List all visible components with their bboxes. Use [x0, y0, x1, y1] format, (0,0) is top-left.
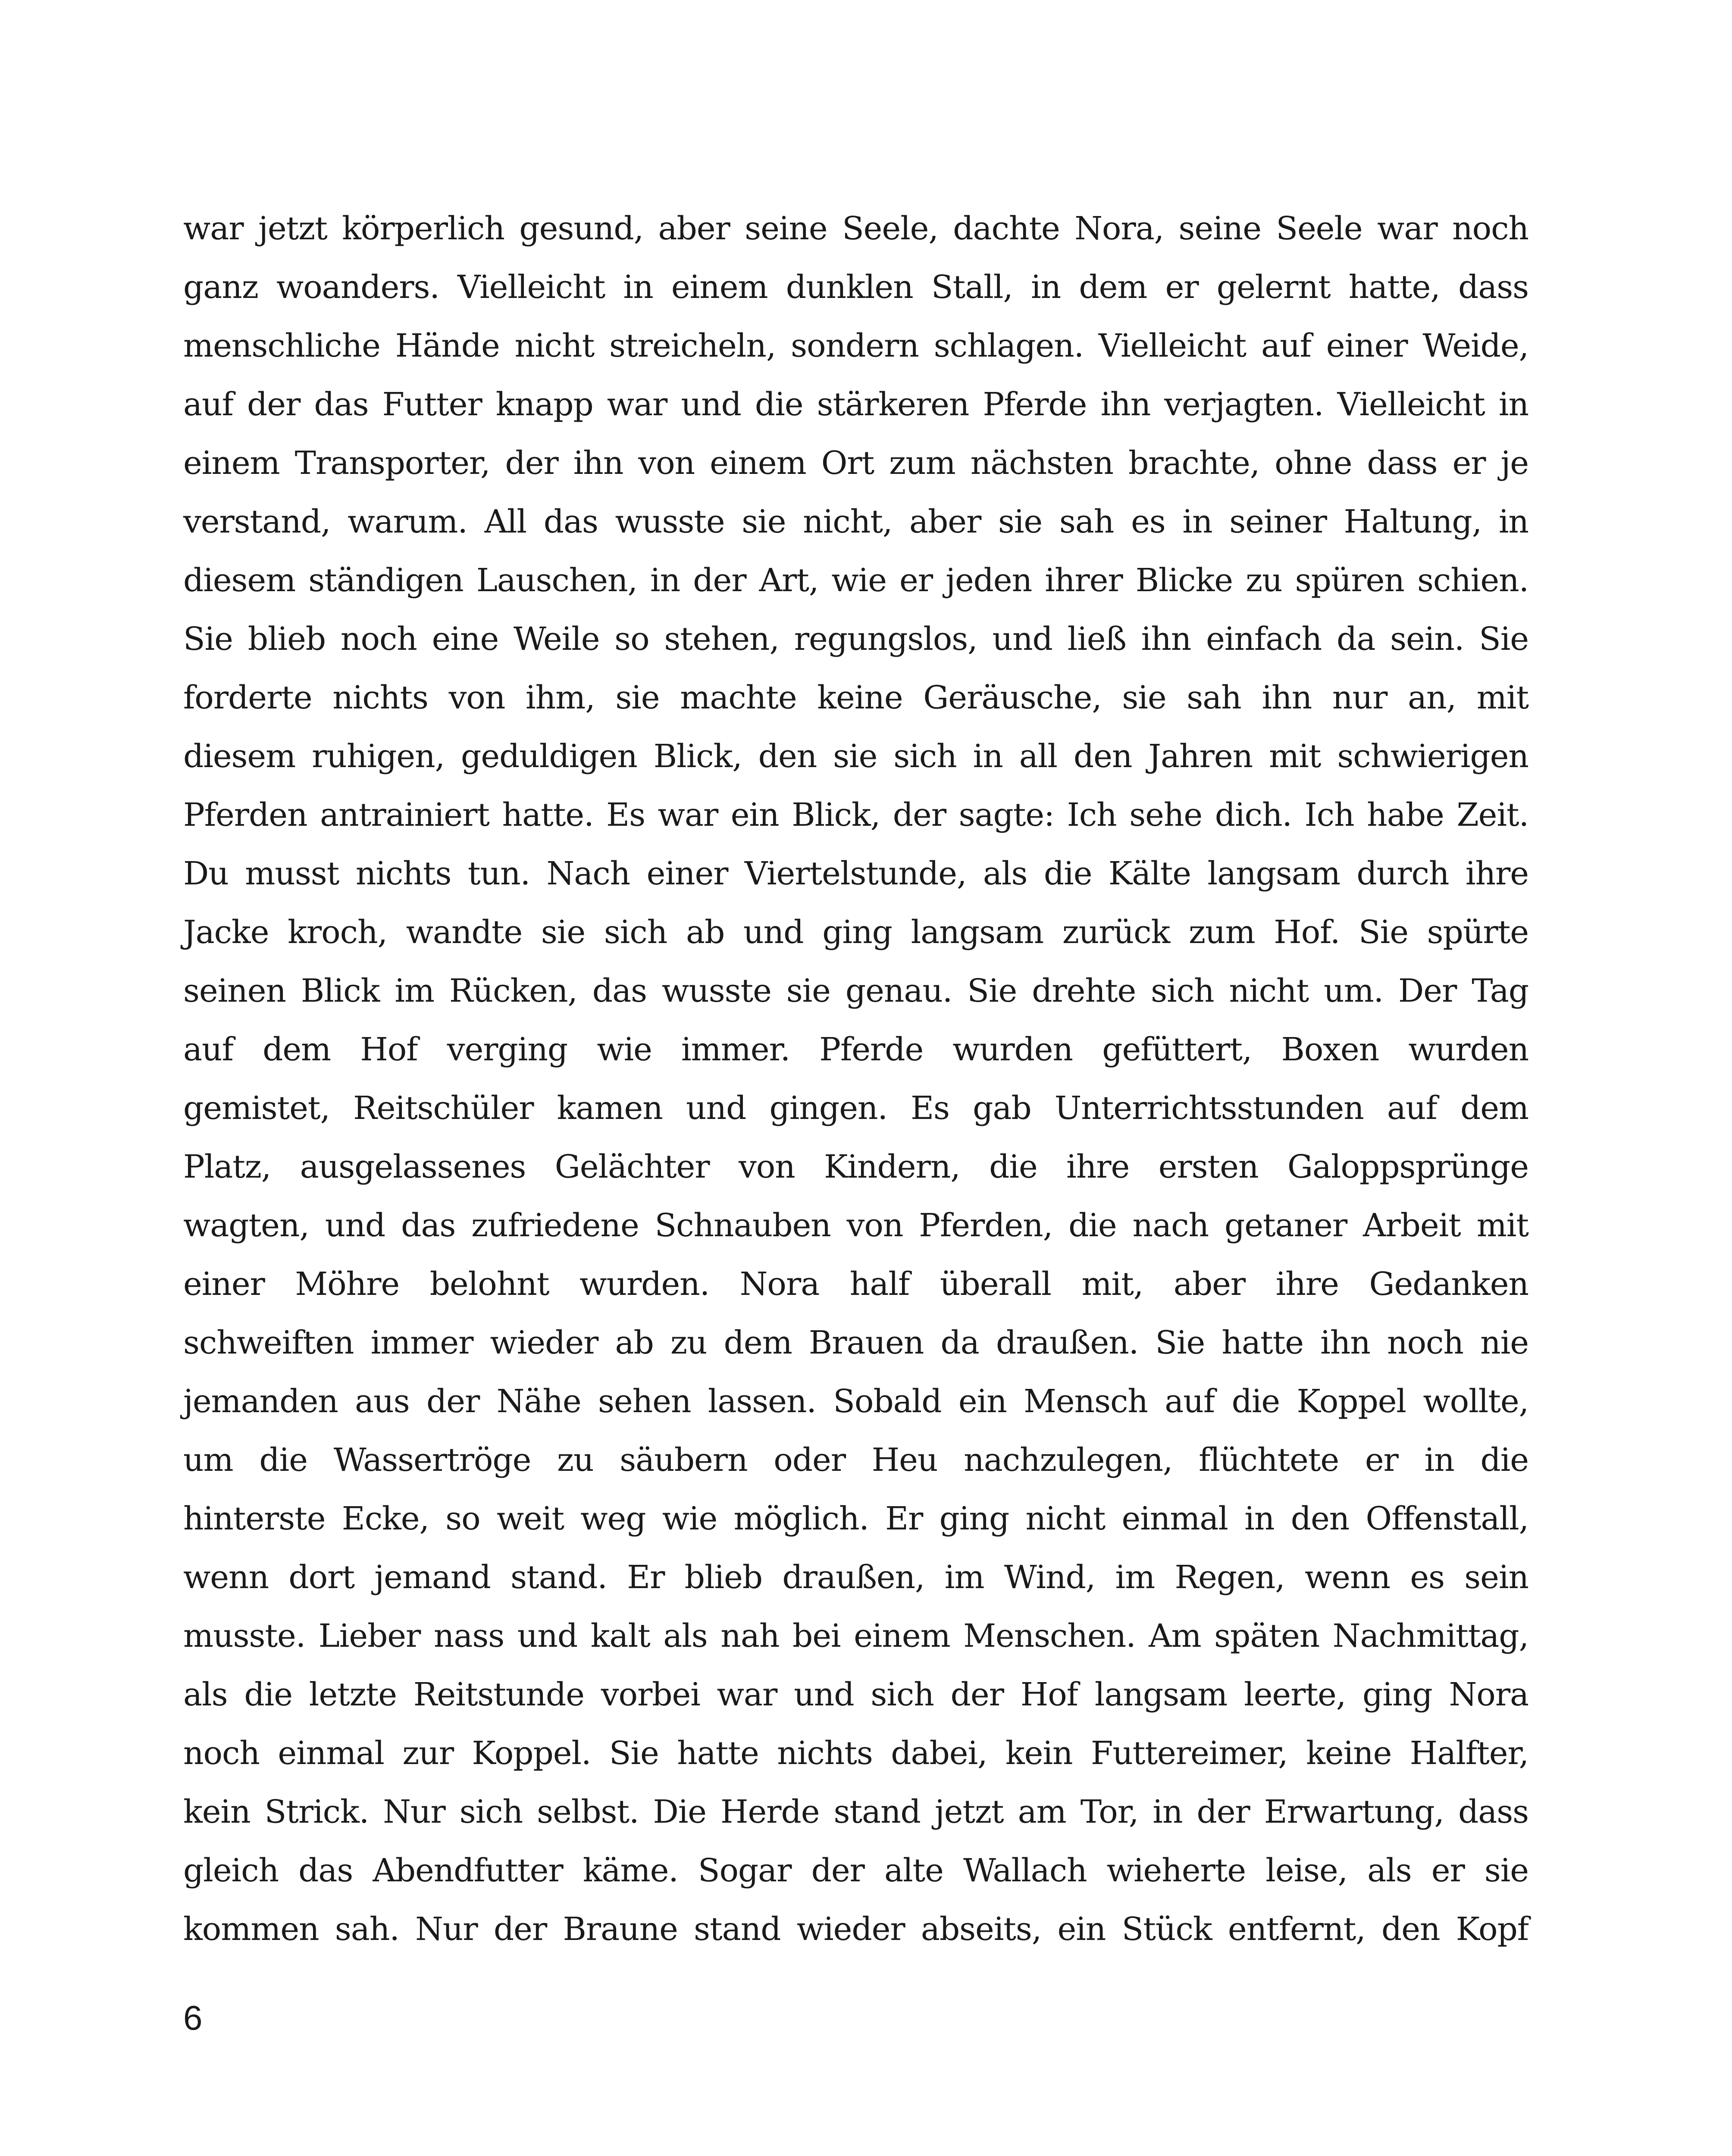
- text-line: einem Transporter, der ihn von einem Ort zum nächsten brachte, ohne dass er je: [183, 445, 1528, 482]
- text-line: Platz, ausgelassenes Gelächter von Kindern, die ihre ersten Galoppsprünge: [183, 1148, 1528, 1185]
- text-line: einer Möhre belohnt wurden. Nora half überall mit, aber ihre Gedanken: [183, 1266, 1528, 1303]
- text-line: schweiften immer wieder ab zu dem Brauen da draußen. Sie hatte ihn noch nie: [183, 1324, 1528, 1361]
- text-line: ganz woanders. Vielleicht in einem dunklen Stall, in dem er gelernt hatte, dass: [183, 269, 1528, 306]
- text-line: Du musst nichts tun. Nach einer Viertelstunde, als die Kälte langsam durch ihre: [183, 855, 1528, 892]
- text-line: diesem ständigen Lauschen, in der Art, wie er jeden ihrer Blicke zu spüren schien.: [183, 562, 1528, 599]
- text-line: Jacke kroch, wandte sie sich ab und ging langsam zurück zum Hof. Sie spürte: [183, 914, 1528, 951]
- page-number: 6: [183, 1999, 203, 2037]
- text-line: Pferden antrainiert hatte. Es war ein Blick, der sagte: Ich sehe dich. Ich habe Zeit.: [183, 796, 1528, 834]
- text-line: forderte nichts von ihm, sie machte keine Geräusche, sie sah ihn nur an, mit: [183, 679, 1528, 716]
- text-line: verstand, warum. All das wusste sie nicht, aber sie sah es in seiner Haltung, in: [183, 503, 1528, 540]
- text-line: diesem ruhigen, geduldigen Blick, den sie sich in all den Jahren mit schwierigen: [183, 738, 1528, 775]
- text-line: als die letzte Reitstunde vorbei war und sich der Hof langsam leerte, ging Nora: [183, 1676, 1528, 1713]
- text-line: noch einmal zur Koppel. Sie hatte nichts dabei, kein Futtereimer, keine Halfter,: [183, 1735, 1528, 1772]
- text-line: wenn dort jemand stand. Er blieb draußen, im Wind, im Regen, wenn es sein: [183, 1559, 1528, 1596]
- text-line: musste. Lieber nass und kalt als nah bei einem Menschen. Am späten Nachmittag,: [183, 1617, 1528, 1655]
- text-line: war jetzt körperlich gesund, aber seine Seele, dachte Nora, seine Seele war noch: [183, 210, 1528, 247]
- text-line: um die Wassertröge zu säubern oder Heu nachzulegen, flüchtete er in die: [183, 1442, 1528, 1479]
- text-line: wagten, und das zufriedene Schnauben von Pferden, die nach getaner Arbeit mit: [183, 1207, 1528, 1244]
- text-line: gleich das Abendfutter käme. Sogar der alte Wallach wieherte leise, als er sie: [183, 1852, 1528, 1889]
- text-line: Sie blieb noch eine Weile so stehen, regungslos, und ließ ihn einfach da sein. Sie: [183, 620, 1528, 658]
- text-line: hinterste Ecke, so weit weg wie möglich. Er ging nicht einmal in den Offenstall,: [183, 1500, 1528, 1537]
- text-line: menschliche Hände nicht streicheln, sondern schlagen. Vielleicht auf einer Weide,: [183, 327, 1528, 364]
- text-line: auf der das Futter knapp war und die stärkeren Pferde ihn verjagten. Vielleicht in: [183, 386, 1528, 423]
- text-line: kommen sah. Nur der Braune stand wieder abseits, ein Stück entfernt, den Kopf: [183, 1911, 1528, 1948]
- text-line: jemanden aus der Nähe sehen lassen. Sobald ein Mensch auf die Koppel wollte,: [183, 1383, 1528, 1420]
- text-line: seinen Blick im Rücken, das wusste sie genau. Sie drehte sich nicht um. Der Tag: [183, 972, 1528, 1009]
- text-line: kein Strick. Nur sich selbst. Die Herde stand jetzt am Tor, in der Erwartung, dass: [183, 1793, 1528, 1830]
- body-text: [183, 199, 1528, 1959]
- text-line: gemistet, Reitschüler kamen und gingen. Es gab Unterrichtsstunden auf dem: [183, 1090, 1528, 1127]
- text-line: auf dem Hof verging wie immer. Pferde wurden gefüttert, Boxen wurden: [183, 1031, 1528, 1068]
